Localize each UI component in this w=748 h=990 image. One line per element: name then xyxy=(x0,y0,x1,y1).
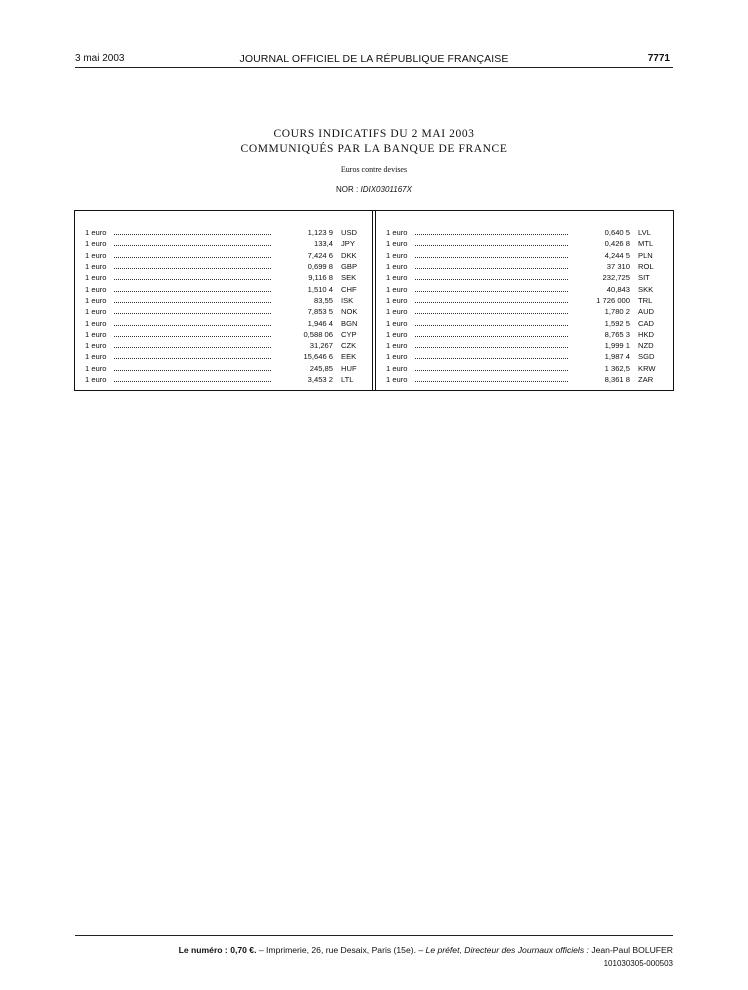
currency-code: ROL xyxy=(638,262,654,272)
rate-value: 83,55 xyxy=(313,295,333,305)
rate-row xyxy=(386,250,666,261)
rate-row xyxy=(85,374,369,385)
rate-row xyxy=(386,227,666,238)
rate-unit: 1 euro xyxy=(85,239,107,249)
currency-code: LTL xyxy=(341,375,354,384)
leader-dots xyxy=(114,279,271,280)
rate-unit: 1 euro xyxy=(386,250,408,260)
leader-dots xyxy=(415,302,568,303)
header-rule xyxy=(75,67,673,68)
currency-code: NZD xyxy=(638,341,654,351)
rate-value: 4,244 5 xyxy=(604,250,630,260)
rate-row xyxy=(85,340,369,351)
rate-value: 1,510 4 xyxy=(307,284,333,294)
rate-value: 0,426 8 xyxy=(604,239,630,249)
leader-dots xyxy=(415,370,568,371)
currency-code: SIT xyxy=(638,273,650,283)
rates-column-left xyxy=(85,227,369,385)
rate-row xyxy=(386,374,666,385)
rate-value: 1,592 5 xyxy=(604,318,630,328)
rate-unit: 1 euro xyxy=(85,363,107,373)
footer-director: Le préfet, Directeur des Journaux officiels : xyxy=(425,945,589,955)
leader-dots xyxy=(114,234,271,235)
rate-value: 0,588 06 xyxy=(303,329,333,339)
rate-row xyxy=(85,306,369,317)
rate-unit: 1 euro xyxy=(85,295,107,305)
rate-unit: 1 euro xyxy=(85,352,107,362)
rates-column-right xyxy=(386,227,666,385)
currency-code: USD xyxy=(341,228,358,238)
rate-row xyxy=(386,306,666,317)
footer-price-label: Le numéro : xyxy=(178,945,228,955)
rate-value: 8,361 8 xyxy=(604,375,630,384)
rate-value: 9,116 8 xyxy=(308,273,333,283)
leader-dots xyxy=(114,381,271,382)
currency-code: PLN xyxy=(638,250,653,260)
rate-row xyxy=(386,261,666,272)
rate-value: 1 726 000 xyxy=(596,295,630,305)
rate-row xyxy=(85,329,369,340)
leader-dots xyxy=(114,257,271,258)
rate-unit: 1 euro xyxy=(85,228,107,238)
rate-row xyxy=(386,272,666,283)
rate-unit: 1 euro xyxy=(386,341,408,351)
footer-printer: – Imprimerie, 26, rue Desaix, Paris (15e). – xyxy=(258,945,424,955)
rate-row xyxy=(386,363,666,374)
rate-value: 1,780 2 xyxy=(604,307,630,317)
rate-unit: 1 euro xyxy=(85,329,107,339)
leader-dots xyxy=(114,291,271,292)
leader-dots xyxy=(415,381,568,382)
currency-code: DKK xyxy=(341,250,357,260)
rate-unit: 1 euro xyxy=(85,273,107,283)
leader-dots xyxy=(415,257,568,258)
leader-dots xyxy=(114,358,271,359)
notice-title-line-1: COURS INDICATIFS DU 2 MAI 2003 xyxy=(273,128,475,140)
leader-dots xyxy=(114,336,271,337)
footer-code: 101030305-000503 xyxy=(603,959,673,968)
rate-value: 0,699 8 xyxy=(307,262,333,272)
rate-row xyxy=(386,351,666,362)
leader-dots xyxy=(415,347,568,348)
currency-code: ISK xyxy=(341,295,354,305)
currency-code: GBP xyxy=(341,262,358,272)
rate-unit: 1 euro xyxy=(386,239,408,249)
column-divider xyxy=(372,211,376,390)
leader-dots xyxy=(114,370,271,371)
currency-code: LVL xyxy=(638,228,651,238)
rate-row xyxy=(386,283,666,294)
notice-subtitle: Euros contre devises xyxy=(340,165,408,174)
currency-code: CYP xyxy=(341,329,357,339)
rate-value: 133,4 xyxy=(313,239,333,249)
rate-unit: 1 euro xyxy=(85,375,107,384)
rate-value: 8,765 3 xyxy=(604,329,630,339)
rate-unit: 1 euro xyxy=(386,273,408,283)
currency-code: SGD xyxy=(638,352,655,362)
rate-unit: 1 euro xyxy=(386,352,408,362)
rate-value: 1 362,5 xyxy=(604,363,630,373)
currency-code: KRW xyxy=(638,363,656,373)
rate-value: 1,999 1 xyxy=(604,341,630,351)
rate-row xyxy=(85,250,369,261)
rate-row xyxy=(386,295,666,306)
leader-dots xyxy=(415,234,568,235)
rate-value: 1,987 4 xyxy=(604,352,630,362)
rate-row xyxy=(85,238,369,249)
nor-value: IDIX0301167X xyxy=(360,185,412,194)
leader-dots xyxy=(114,325,271,326)
rate-row xyxy=(85,227,369,238)
notice-title-line-2: COMMUNIQUÉS PAR LA BANQUE DE FRANCE xyxy=(240,143,508,155)
rate-row xyxy=(85,283,369,294)
leader-dots xyxy=(415,268,568,269)
rate-unit: 1 euro xyxy=(386,228,408,238)
footer-director-name: Jean-Paul BOLUFER xyxy=(591,945,673,955)
currency-code: ZAR xyxy=(638,375,654,384)
currency-code: CZK xyxy=(341,341,357,351)
leader-dots xyxy=(415,336,568,337)
rate-value: 37 310 xyxy=(606,262,630,272)
rate-unit: 1 euro xyxy=(386,363,408,373)
leader-dots xyxy=(415,279,568,280)
rate-row xyxy=(386,317,666,328)
nor-reference xyxy=(0,185,748,194)
rate-unit: 1 euro xyxy=(85,284,107,294)
currency-code: SKK xyxy=(638,284,654,294)
leader-dots xyxy=(415,291,568,292)
currency-code: BGN xyxy=(341,318,358,328)
exchange-rates-table xyxy=(74,210,674,391)
rate-unit: 1 euro xyxy=(85,341,107,351)
rate-value: 1,946 4 xyxy=(307,318,333,328)
currency-code: HUF xyxy=(341,363,357,373)
journal-title: JOURNAL OFFICIEL DE LA RÉPUBLIQUE FRANÇAISE xyxy=(239,53,509,65)
currency-code: EEK xyxy=(341,352,357,362)
rate-unit: 1 euro xyxy=(85,307,107,317)
currency-code: AUD xyxy=(638,307,655,317)
rate-unit: 1 euro xyxy=(386,262,408,272)
leader-dots xyxy=(114,347,271,348)
rate-row xyxy=(85,261,369,272)
rate-value: 0,640 5 xyxy=(604,228,630,238)
leader-dots xyxy=(415,325,568,326)
rate-unit: 1 euro xyxy=(85,262,107,272)
rate-value: 7,853 5 xyxy=(307,307,333,317)
currency-code: CAD xyxy=(638,318,655,328)
rate-unit: 1 euro xyxy=(386,307,408,317)
footer-rule xyxy=(75,935,673,936)
leader-dots xyxy=(114,302,271,303)
rate-value: 31,267 xyxy=(309,341,333,351)
footer-price: 0,70 €. xyxy=(230,945,257,955)
currency-code: CHF xyxy=(341,284,357,294)
rate-unit: 1 euro xyxy=(386,284,408,294)
currency-code: JPY xyxy=(341,239,355,249)
rate-unit: 1 euro xyxy=(85,250,107,260)
rate-row xyxy=(85,363,369,374)
rate-unit: 1 euro xyxy=(85,318,107,328)
rate-value: 245,85 xyxy=(309,363,333,373)
rate-row xyxy=(85,272,369,283)
currency-code: MTL xyxy=(638,239,654,249)
rate-row xyxy=(386,238,666,249)
leader-dots xyxy=(114,245,271,246)
leader-dots xyxy=(114,313,271,314)
currency-code: SEK xyxy=(341,273,357,283)
footer-line xyxy=(75,945,673,955)
currency-code: TRL xyxy=(638,295,653,305)
rate-row xyxy=(85,351,369,362)
rate-value: 3,453 2 xyxy=(307,375,333,384)
currency-code: HKD xyxy=(638,329,655,339)
rate-value: 232,725 xyxy=(602,273,630,283)
header-date: 3 mai 2003 xyxy=(75,53,125,64)
rate-unit: 1 euro xyxy=(386,329,408,339)
leader-dots xyxy=(415,245,568,246)
rate-value: 15,646 6 xyxy=(303,352,333,362)
rate-row xyxy=(386,340,666,351)
leader-dots xyxy=(415,358,568,359)
rate-row xyxy=(386,329,666,340)
leader-dots xyxy=(415,313,568,314)
nor-label: NOR : xyxy=(336,185,359,194)
rate-value: 1,123 9 xyxy=(307,228,333,238)
leader-dots xyxy=(114,268,271,269)
rate-unit: 1 euro xyxy=(386,295,408,305)
rate-value: 7,424 6 xyxy=(307,250,333,260)
rate-value: 40,843 xyxy=(606,284,630,294)
rate-row xyxy=(85,317,369,328)
page-number: 7771 xyxy=(647,53,670,64)
rate-unit: 1 euro xyxy=(386,375,408,384)
rate-row xyxy=(85,295,369,306)
rate-unit: 1 euro xyxy=(386,318,408,328)
currency-code: NOK xyxy=(341,307,358,317)
